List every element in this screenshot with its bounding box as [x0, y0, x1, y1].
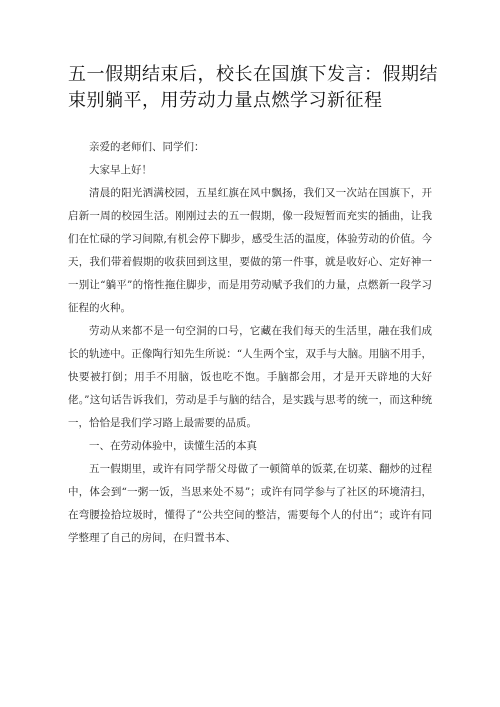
document-title: 五一假期结束后，校长在国旗下发言：假期结束别躺平，用劳动力量点燃学习新征程	[68, 64, 438, 111]
salutation: 亲爱的老师们、同学们：	[89, 141, 205, 153]
section-heading: 一、在劳动体验中，读懂生活的本真	[89, 440, 257, 452]
greeting: 大家早上好！	[89, 164, 152, 176]
paragraph-2: 劳动从来都不是一句空洞的口号，它藏在我们每天的生活里，融在我们成长的轨迹中。正像陶行知先生所说：“人生两个宝，双手与大脑。用脑不用手，快要被打倒；用手不用脑，饭也吃不饱。手脑都会用，才是开天辟地的大好佬。”这句话告诉我们，劳动是手与脑的结合，是实践与思考的统一，而这种统一，恰恰是我们学习路上最需要的品质。	[68, 325, 432, 429]
section-paragraph: 五一假期里，或许有同学帮父母做了一顿简单的饭菜,在切菜、翻炒的过程中，体会到“一粥一饭，当思来处不易”；或许有同学参与了社区的环境清扫，在弯腰捡拾垃圾时，懂得了“公共空间的整洁，需要每个人的付出“；或许有同学整理了自己的房间，在归置书本、	[68, 463, 432, 544]
paragraph-1: 清晨的阳光洒满校园，五星红旗在风中飘扬，我们又一次站在国旗下，开启新一周的校园生活。刚刚过去的五一假期，像一段短暂而充实的插曲，让我们在忙碌的学习间隙,有机会停下脚步，感受生活的温度，体验劳动的价值。今天，我们带着假期的收获回到这里，要做的第一件事，就是收好心、定好神一一别让“躺平”的惰性拖住脚步，而是用劳动赋予我们的力量，点燃新一段学习征程的火种。	[68, 187, 432, 314]
document-body	[68, 136, 432, 550]
